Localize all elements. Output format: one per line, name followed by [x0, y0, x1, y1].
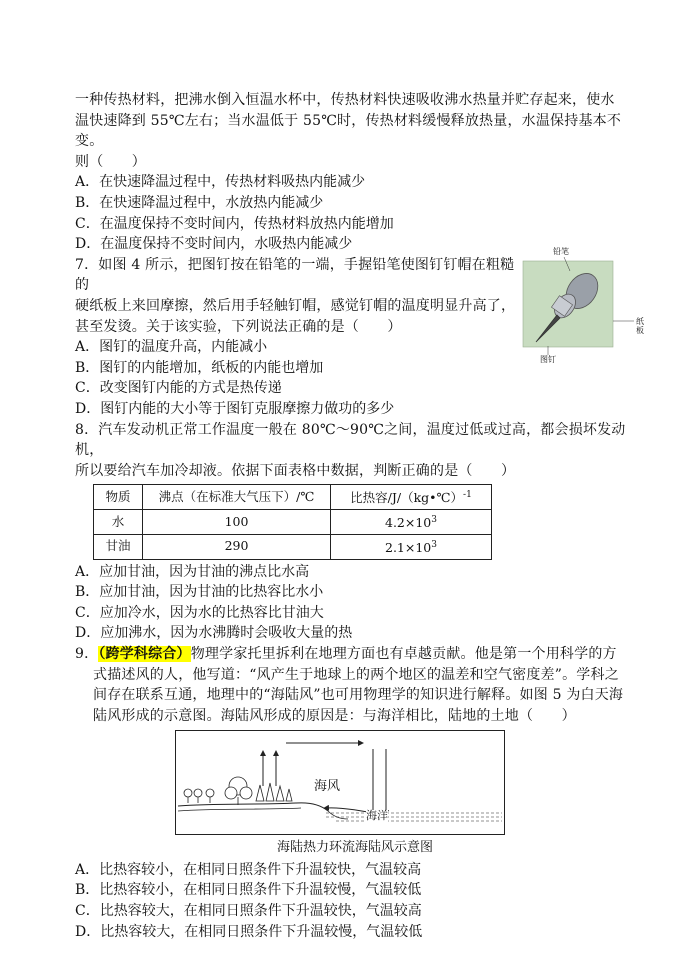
- q7-option-b: B．图钉的内能增加，纸板的内能也增加: [75, 359, 324, 376]
- q8-option-c: C．应加冷水，因为水的比热容比甘油大: [75, 604, 324, 621]
- q7-line-2: 硬纸板上来回摩擦，然后用手轻触钉帽，感觉钉帽的温度明显升高了，: [75, 297, 516, 314]
- sea-wind-label: 海风: [314, 779, 341, 795]
- q6-option-d: D．在温度保持不变时间内，水吸热内能减少: [75, 236, 353, 253]
- cell-heat: [331, 510, 492, 535]
- cell-heat-exp: 3: [431, 539, 437, 550]
- header-boiling-point: 沸点（在标准大气压下）/℃: [143, 485, 331, 510]
- q6-option-a: A．在快速降温过程中，传热材料吸热内能减少: [75, 174, 366, 191]
- pencil-label: 铅笔: [553, 246, 569, 256]
- q9-option-c: C．比热容较大，在相同日照条件下升温较快，气温较高: [75, 903, 422, 920]
- q9-line-4: 陆风形成的示意图。海陆风形成的原因是：与海洋相比，陆地的土地（ ）: [93, 707, 576, 724]
- cell-name: 甘油: [94, 534, 143, 559]
- q7-line-3: 甚至发烫。关于该实验，下列说法正确的是（ ）: [75, 318, 402, 335]
- q6-option-b: B．在快速降温过程中，水放热内能减少: [75, 194, 324, 211]
- q9-line-1-rest: 物理学家托里拆利在地理方面也有卓越贡献。他是第一个用科学的方: [190, 645, 617, 662]
- header-specific-heat: [331, 485, 492, 510]
- intro-line-2: 温快速降到 55℃左右；当水温低于 55℃时，传热材料缓慢释放热量，水温保持基本不变。: [75, 112, 622, 150]
- cell-heat-base: 2.1×10: [385, 539, 432, 555]
- q6-option-c: C．在温度保持不变时间内，传热材料放热内能增加: [75, 215, 394, 232]
- cell-heat-base: 4.2×10: [385, 515, 432, 531]
- q9-option-a: A．比热容较小，在相同日照条件下升温较快，气温较高: [75, 861, 422, 878]
- pushpin-figure: [520, 247, 650, 367]
- q9-line-2: 式描述风的人，他写道：“风产生于地球上的两个地区的温差和空气密度差”。学科之: [93, 666, 619, 683]
- q7-line-1: 7．如图 4 所示，把图钉按在铅笔的一端，手握铅笔使图钉钉帽在粗糙的: [75, 256, 515, 294]
- pin-label: 图钉: [540, 354, 556, 364]
- header-specific-heat-sup: -1: [463, 490, 472, 501]
- ocean-label: 海洋: [366, 809, 388, 823]
- q8-option-d: D．应加沸水，因为水沸腾时会吸收大量的热: [75, 625, 353, 642]
- q7-option-d: D．图钉内能的大小等于图钉克服摩擦力做功的多少: [75, 400, 395, 417]
- table-header-row: [94, 485, 492, 510]
- q9-option-b: B．比热容较小，在相同日照条件下升温较慢，气温较低: [75, 882, 422, 899]
- q8-line-1: 8．汽车发动机正常工作温度一般在 80℃～90℃之间，温度过低或过高，都会损坏发动机，: [75, 421, 626, 459]
- header-substance: 物质: [94, 485, 143, 510]
- figure-caption: 海陆热力环流海陆风示意图: [276, 840, 433, 856]
- q7-option-a: A．图钉的温度升高，内能减小: [75, 339, 268, 356]
- table-row: [94, 510, 492, 535]
- q9-line-1: [75, 644, 635, 665]
- q9-line-3: 间存在联系互通，地理中的“海陆风”也可用物理学的知识进行解释。如图 5 为白天海: [93, 687, 624, 704]
- data-table: [93, 484, 492, 559]
- cell-boil: 100: [143, 510, 331, 535]
- document-page: [75, 90, 644, 942]
- board-label: 纸板: [636, 316, 644, 335]
- intro-line-3: 则（ ）: [75, 153, 146, 170]
- q9-option-d: D．比热容较大，在相同日照条件下升温较慢，气温较低: [75, 923, 423, 940]
- q9-tag: （跨学科综合）: [98, 645, 191, 662]
- q8-option-b: B．应加甘油，因为甘油的比热容比水小: [75, 584, 324, 601]
- table-row: [94, 534, 492, 559]
- cell-name: 水: [94, 510, 143, 535]
- cell-boil: 290: [143, 534, 331, 559]
- header-specific-heat-text: 比热容/J/（kg•℃）: [350, 490, 464, 506]
- cell-heat-exp: 3: [431, 515, 437, 526]
- q8-option-a: A．应加甘油，因为甘油的沸点比水高: [75, 563, 310, 580]
- sea-land-breeze-figure: [175, 730, 505, 835]
- pushpin-illustration: [520, 247, 650, 367]
- intro-line-1: 一种传热材料，把沸水倒入恒温水杯中，传热材料快速吸收沸水热量并贮存起来，使水: [75, 92, 615, 108]
- q7-option-c: C．改变图钉内能的方式是热传递: [75, 380, 282, 397]
- q8-line-2: 所以要给汽车加冷却液。依据下面表格中数据，判断正确的是（ ）: [75, 462, 516, 479]
- q9-number: 9．: [75, 645, 99, 662]
- cell-heat: [331, 534, 492, 559]
